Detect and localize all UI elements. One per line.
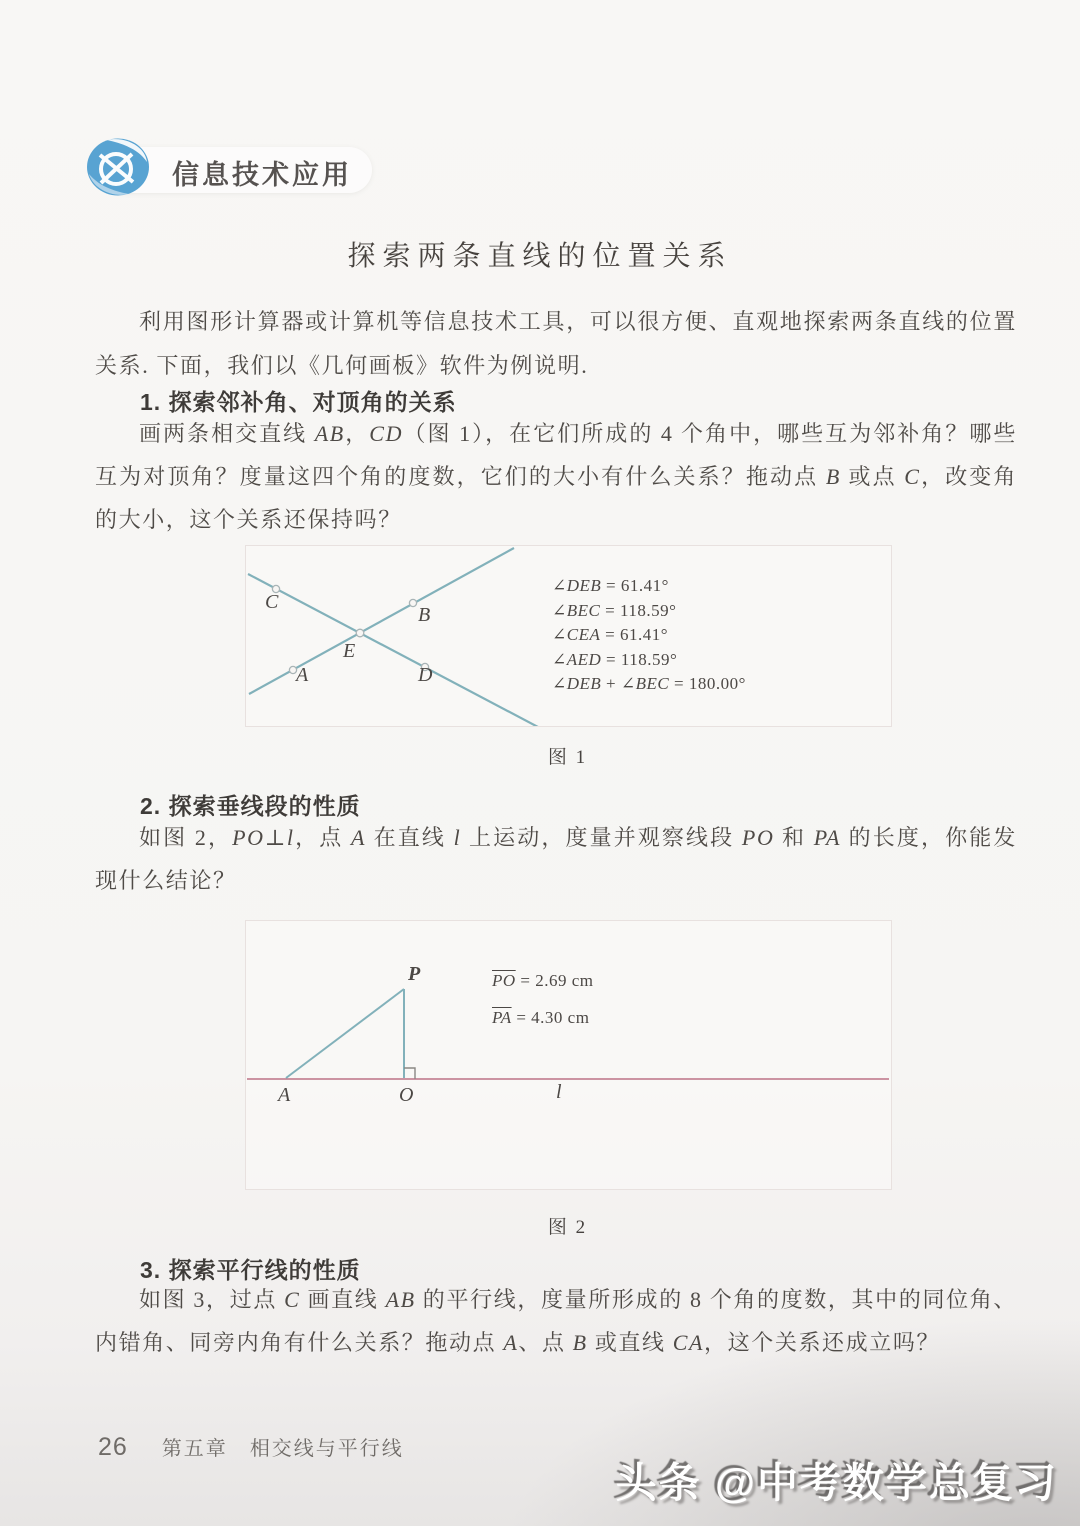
segment-value: = 4.30 cm — [516, 1008, 590, 1027]
segment-name: $\overline{PO}$ — [492, 971, 516, 990]
point-d-label: D — [418, 664, 433, 686]
figure2-caption: 图 2 — [547, 1217, 588, 1238]
figure2 — [245, 920, 892, 1190]
measurement-line: ∠DEB + ∠BEC = 180.00° — [552, 674, 746, 693]
section3-paragraph: 如图 3，过点 C 画直线 AB 的平行线，度量所形成的 8 个角的度数，其中的同位角、内错角、同旁内角有什么关系？拖动点 A、点 B 或直线 CA，这个关系还成立吗？ — [95, 1287, 1017, 1355]
figure1 — [245, 545, 892, 727]
point-e-label: E — [343, 640, 356, 662]
point-b-marker — [409, 599, 416, 606]
figure2-measurement — [492, 971, 594, 991]
point-o-label: O — [399, 1084, 414, 1106]
figure1-measurements — [552, 574, 882, 697]
geometry-tool-icon — [87, 138, 149, 196]
line-cd — [248, 574, 538, 726]
measurement-line: ∠DEB = 61.41° — [552, 576, 669, 595]
measurement-line: ∠BEC = 118.59° — [552, 600, 677, 620]
figure2-measurement — [492, 1008, 589, 1028]
section1-heading: 1. 探索邻补角、对顶角的关系 — [140, 389, 457, 415]
segment-name: $\overline{PA}$ — [492, 1008, 512, 1027]
point-a-label: A — [278, 1084, 291, 1106]
point-e-marker — [356, 629, 364, 637]
intro-paragraph: 利用图形计算器或计算机等信息技术工具，可以很方便、直观地探索两条直线的位置关系. 下面，我们以《几何画板》软件为例说明. — [95, 309, 1017, 378]
page-title: 探索两条直线的位置关系 — [347, 241, 733, 272]
point-b-label: B — [418, 604, 431, 626]
right-angle-mark — [404, 1068, 415, 1079]
section1-paragraph: 画两条相交直线 AB，CD（图 1），在它们所成的 4 个角中，哪些互为邻补角？哪些互为对顶角？度量这四个角的度数，它们的大小有什么关系？拖动点 B 或点 C，改变角的大小，这个关系还保持吗？ — [95, 421, 1018, 532]
badge-label: 信息技术应用 — [172, 160, 352, 190]
section3-heading: 3. 探索平行线的性质 — [140, 1257, 361, 1283]
figure1-caption: 图 1 — [547, 747, 588, 768]
page-footer — [98, 1432, 404, 1462]
measurement-line: ∠AED = 118.59° — [552, 649, 678, 669]
point-p-label: P — [408, 963, 421, 985]
section2-heading: 2. 探索垂线段的性质 — [140, 793, 361, 819]
chapter-label: 第五章 — [161, 1438, 228, 1460]
figure2-drawing — [246, 921, 891, 1189]
section2-paragraph: 如图 2，PO⊥l，点 A 在直线 l 上运动，度量并观察线段 PO 和 PA 的长度，你能发现什么结论？ — [95, 825, 1017, 893]
line-l-label: l — [556, 1081, 562, 1103]
point-c-label: C — [265, 591, 279, 613]
watermark: 头条 @中考数学总复习 — [615, 1460, 1058, 1506]
chapter-title: 相交线与平行线 — [249, 1438, 404, 1460]
segment-value: = 2.69 cm — [520, 971, 594, 990]
point-a-label: A — [296, 664, 309, 686]
segment-pa — [286, 989, 404, 1078]
line-ab — [249, 548, 514, 694]
measurement-line: ∠CEA = 61.41° — [552, 625, 668, 644]
page-number: 26 — [98, 1433, 128, 1461]
